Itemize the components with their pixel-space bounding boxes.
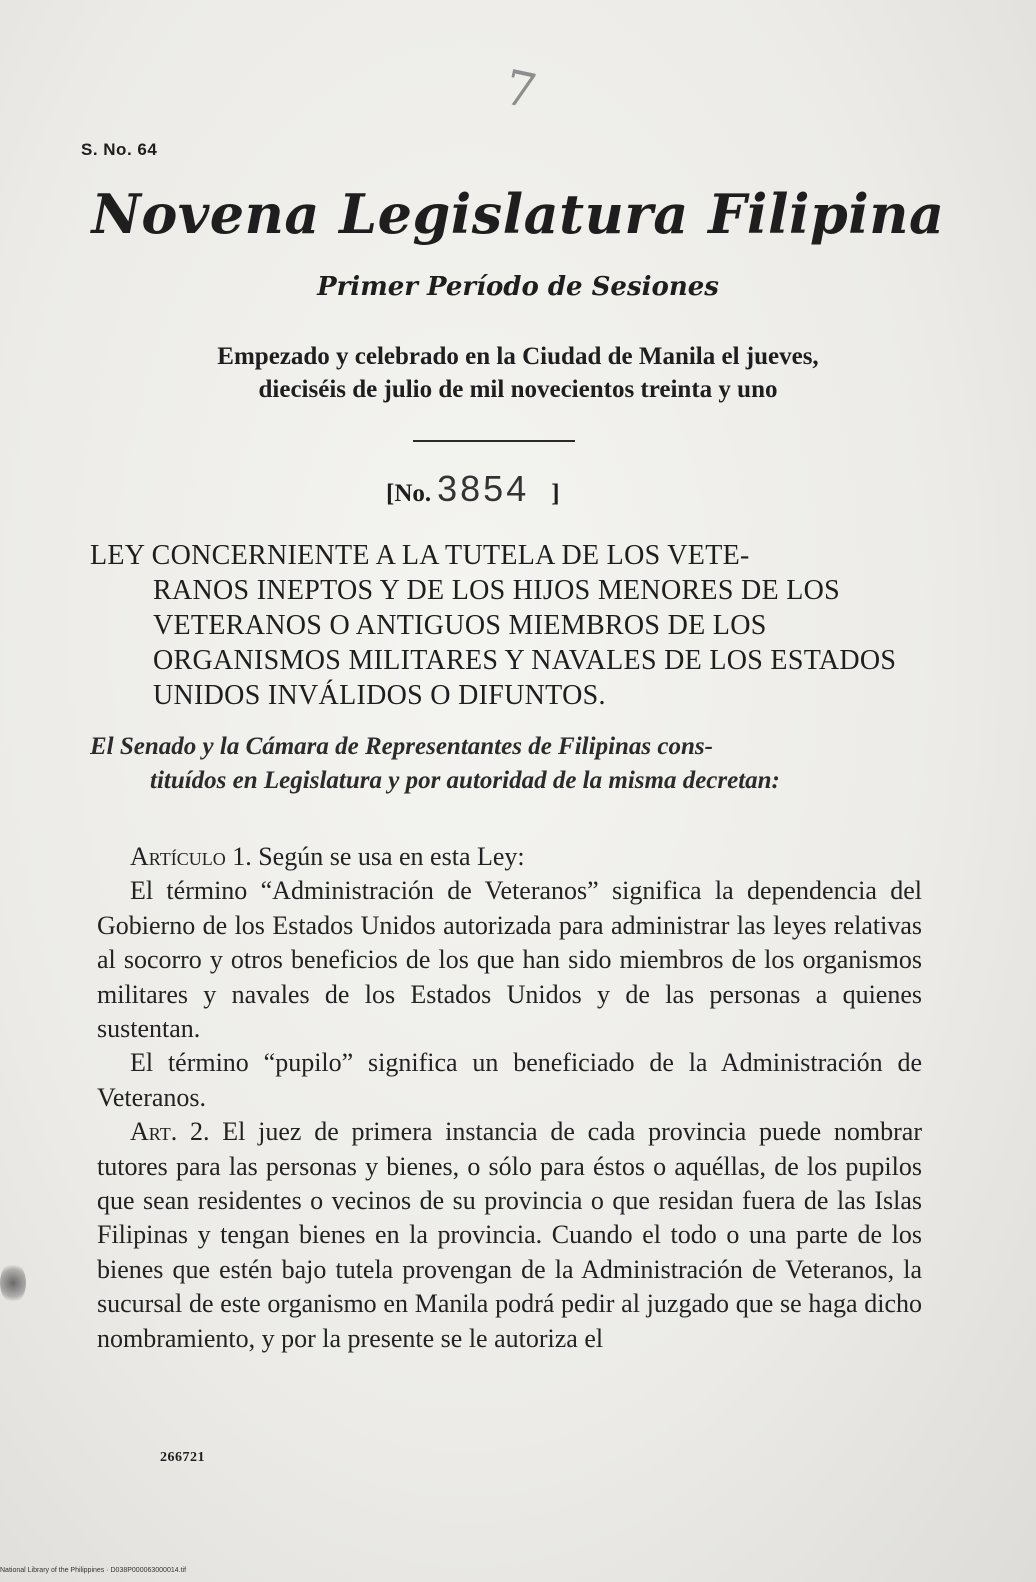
act-number-close: ] bbox=[551, 480, 560, 507]
act-number bbox=[386, 468, 560, 510]
article-2-label: Art. bbox=[130, 1117, 178, 1147]
law-title-first-line: LEY CONCERNIENTE A LA TUTELA DE LOS VETE- bbox=[90, 540, 750, 571]
footer-number: 266721 bbox=[160, 1450, 205, 1465]
legislature-title: Novena Legislatura Filipina bbox=[91, 182, 945, 246]
law-body bbox=[97, 840, 922, 1356]
act-number-value: 3854 bbox=[437, 468, 530, 509]
senate-number: S. No. 64 bbox=[81, 140, 158, 159]
enacting-clause-rest: tituídos en Legislatura y por autoridad de la misma decretan: bbox=[150, 767, 780, 794]
session-line-1: Empezado y celebrado en la Ciudad de Manila el jueves, bbox=[217, 343, 819, 370]
session-line-2: dieciséis de julio de mil novecientos treinta y uno bbox=[258, 376, 778, 403]
article-1-text: 1. Según se usa en esta Ley: bbox=[225, 842, 525, 871]
article-1-label: Artículo bbox=[130, 842, 226, 871]
law-title bbox=[90, 538, 920, 713]
paragraph-definition-administration: El término “Administración de Veteranos” significa la dependencia del Gobierno de los Estados Unidos autorizada para administrar las leyes relativas al socorro y otros beneficios de los que han sido miembros de los organismos militares y navales de los Estados Unidos y de las personas a quienes sustentan. bbox=[97, 876, 922, 1044]
session-info bbox=[0, 340, 1036, 406]
handwritten-mark: 7 bbox=[499, 59, 542, 121]
act-number-prefix: [No. bbox=[386, 480, 432, 507]
enacting-clause bbox=[90, 730, 925, 798]
article-2 bbox=[97, 1115, 922, 1356]
law-title-rest: RANOS INEPTOS Y DE LOS HIJOS MENORES DE LOS VETERANOS O ANTIGUOS MIEMBROS DE LOS ORGANISMOS MILITARES Y NAVALES DE LOS ESTADOS UNIDOS INVÁLIDOS O DIFUNTOS. bbox=[153, 575, 897, 711]
article-1-heading bbox=[97, 840, 922, 874]
scan-smudge bbox=[0, 1262, 26, 1304]
divider-rule bbox=[413, 440, 575, 442]
session-subtitle: Primer Período de Sesiones bbox=[317, 272, 719, 302]
enacting-clause-first: El Senado y la Cámara de Representantes de Filipinas cons- bbox=[90, 733, 713, 760]
archive-watermark: National Library of the Philippines · D038P000063000014.tif bbox=[0, 1567, 187, 1574]
article-2-text: 2. El juez de primera instancia de cada provincia puede nombrar tutores para las personas y bienes, o sólo para éstos o aquéllas, de los pupilos que sean residentes o vecinos de su provincia o que residan fuera de las Islas Filipinas y tengan bienes en la provincia. Cuando el todo o una parte de los bienes que estén bajo tutela provengan de la Administración de Veteranos, la sucursal de este organismo en Manila podrá pedir al juzgado que se haga dicho nombramiento, y por la presente se le autoriza el bbox=[97, 1117, 922, 1353]
paragraph-definition-pupilo: El término “pupilo” significa un beneficiado de la Administración de Veteranos. bbox=[97, 1048, 922, 1112]
